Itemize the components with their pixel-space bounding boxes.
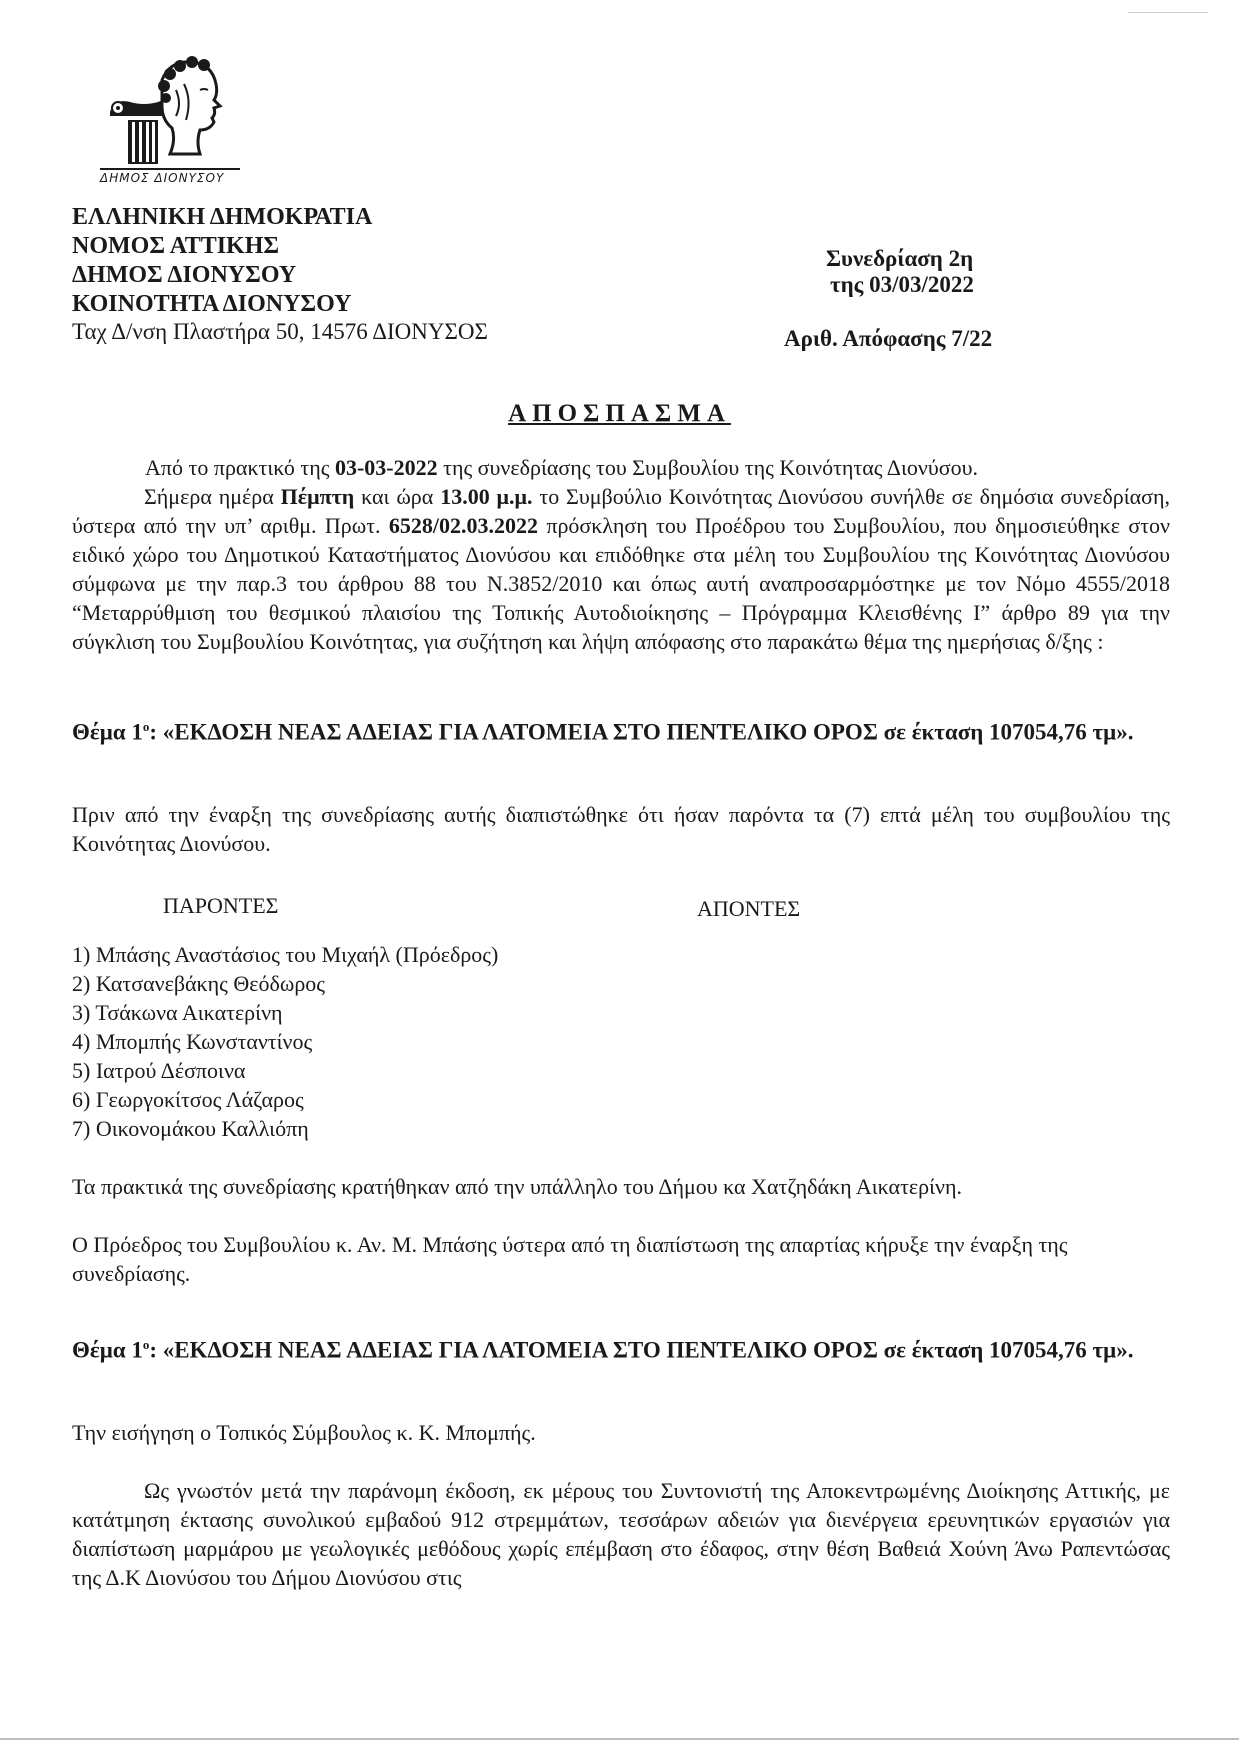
agenda-theme: Θέμα $1^o$: «ΕΚΔΟΣΗ ΝΕΑΣ ΑΔΕΙΑΣ ΓΙΑ ΛΑΤΟΜΕΙΑ ΣΤΟ ΠΕΝΤΕΛΙΚΟ ΟΡΟΣ σε έκταση 107054,76 τμ». — [72, 719, 1134, 745]
scan-edge-top — [1128, 12, 1208, 13]
document-title: ΑΠΟΣΠΑΣΜΑ — [508, 400, 731, 427]
intro-line: Από το πρακτικό της 03-03-2022 της συνεδρίασης του Συμβουλίου της Κοινότητας Διονύσου. — [145, 455, 978, 480]
minutes-keeper-text: Τα πρακτικά της συνεδρίασης κρατήθηκαν από την υπάλληλο του Δήμου κα Χατζηδάκη Αικατερίνη. — [72, 1174, 963, 1199]
present-member: 1) Μπάσης Αναστάσιος του Μιχαήλ (Πρόεδρος) — [72, 942, 499, 967]
present-member: 6) Γεωργοκίτσος Λάζαρος — [72, 1087, 304, 1112]
intro-paragraph: Σήμερα ημέρα Πέμπτη και ώρα 13.00 μ.μ. το Συμβούλιο Κοινότητας Διονύσου συνήλθε σε δημόσια συνεδρίαση, ύστερα από την υπ’ αριθμ. Πρωτ. 6528/02.03.2022 πρόσκληση του Προέδρου του Συμβουλίου, που δημοσιεύθηκε στον ειδικό χώρο του Δημοτικού Καταστήματος Διονύσου και επιδόθηκε στα μέλη του Συμβουλίου της Κοινότητας Διονύσου σύμφωνα με την παρ.3 του άρθρου 88 του Ν.3852/2010 και όπως αυτή αναπροσαρμόστηκε με τον Νόμο 4555/2018 “Μεταρρύθμιση του θεσμικού πλαισίου της Τοπικής Αυτοδιοίκησης – Πρόγραμμα Κλεισθένης Ι” άρθρο 89 για την σύγκλιση του Συμβουλίου Κοινότητας, για συζήτηση και λήψη απόφασης στο παρακάτω θέμα της ημερήσιας δ/ξης : — [72, 484, 1171, 654]
address: Ταχ Δ/νση Πλαστήρα 50, 14576 ΔΙΟΝΥΣΟΣ — [72, 319, 488, 344]
dionysos-head-icon — [100, 50, 240, 168]
quorum-text: Πριν από την έναρξη της συνεδρίασης αυτής διαπιστώθηκε ότι ήσαν παρόντα τα (7) επτά μέλη του συμβουλίου της Κοινότητας Διονύσου. — [72, 802, 1170, 856]
session-number: Συνεδρίαση 2η — [826, 246, 974, 271]
present-member: 7) Οικονομάκου Καλλιόπη — [72, 1116, 309, 1141]
header-line-2: ΝΟΜΟΣ ΑΤΤΙΚΗΣ — [72, 233, 280, 259]
opening-text: Ο Πρόεδρος του Συμβουλίου κ. Αν. Μ. Μπάσης ύστερα από τη διαπίστωση της απαρτίας κήρυξε την έναρξη της συνεδρίασης. — [72, 1232, 1068, 1286]
logo-caption: ΔΗΜΟΣ ΔΙΟΝΥΣΟΥ — [100, 168, 240, 185]
present-member: 5) Ιατρού Δέσποινα — [72, 1058, 246, 1083]
present-member: 3) Τσάκωνα Αικατερίνη — [72, 1000, 283, 1025]
scan-edge-bottom — [0, 1738, 1239, 1740]
present-member: 4) Μπομπής Κωνσταντίνος — [72, 1029, 313, 1054]
rapporteur-text: Την εισήγηση ο Τοπικός Σύμβουλος κ. Κ. Μπομπής. — [72, 1420, 536, 1445]
present-member: 2) Κατσανεβάκης Θεόδωρος — [72, 971, 326, 996]
decision-number: Αριθ. Απόφασης 7/22 — [784, 326, 993, 351]
municipality-logo — [100, 50, 250, 185]
session-date: της 03/03/2022 — [830, 272, 974, 297]
agenda-theme-repeat: Θέμα $1^o$: «ΕΚΔΟΣΗ ΝΕΑΣ ΑΔΕΙΑΣ ΓΙΑ ΛΑΤΟΜΕΙΑ ΣΤΟ ΠΕΝΤΕΛΙΚΟ ΟΡΟΣ σε έκταση 107054,76 τμ». — [72, 1337, 1134, 1363]
header-line-3: ΔΗΜΟΣ ΔΙΟΝΥΣΟΥ — [72, 262, 297, 288]
header-line-1: ΕΛΛΗΝΙΚΗ ΔΗΜΟΚΡΑΤΙΑ — [72, 204, 373, 230]
discussion-text: Ως γνωστόν μετά την παράνομη έκδοση, εκ μέρους του Συντονιστή της Αποκεντρωμένης Διοίκησης Αττικής, με κατάτμηση έκτασης συνολικού εμβαδού 912 στρεμμάτων, τεσσάρων αδειών για διενέργεια ερευνητικών εργασιών για διαπίστωση μαρμάρου με γεωλογικές μεθόδους χωρίς επέμβαση στο έδαφος, στην θέση Βαθειά Χούνη Άνω Ραπεντώσας της Δ.Κ Διονύσου του Δήμου Διονύσου στις — [72, 1478, 1170, 1590]
header-line-4: ΚΟΙΝΟΤΗΤΑ ΔΙΟΝΥΣΟΥ — [72, 291, 352, 317]
absent-heading: ΑΠΟΝΤΕΣ — [697, 896, 801, 921]
present-heading: ΠΑΡΟΝΤΕΣ — [163, 893, 279, 918]
